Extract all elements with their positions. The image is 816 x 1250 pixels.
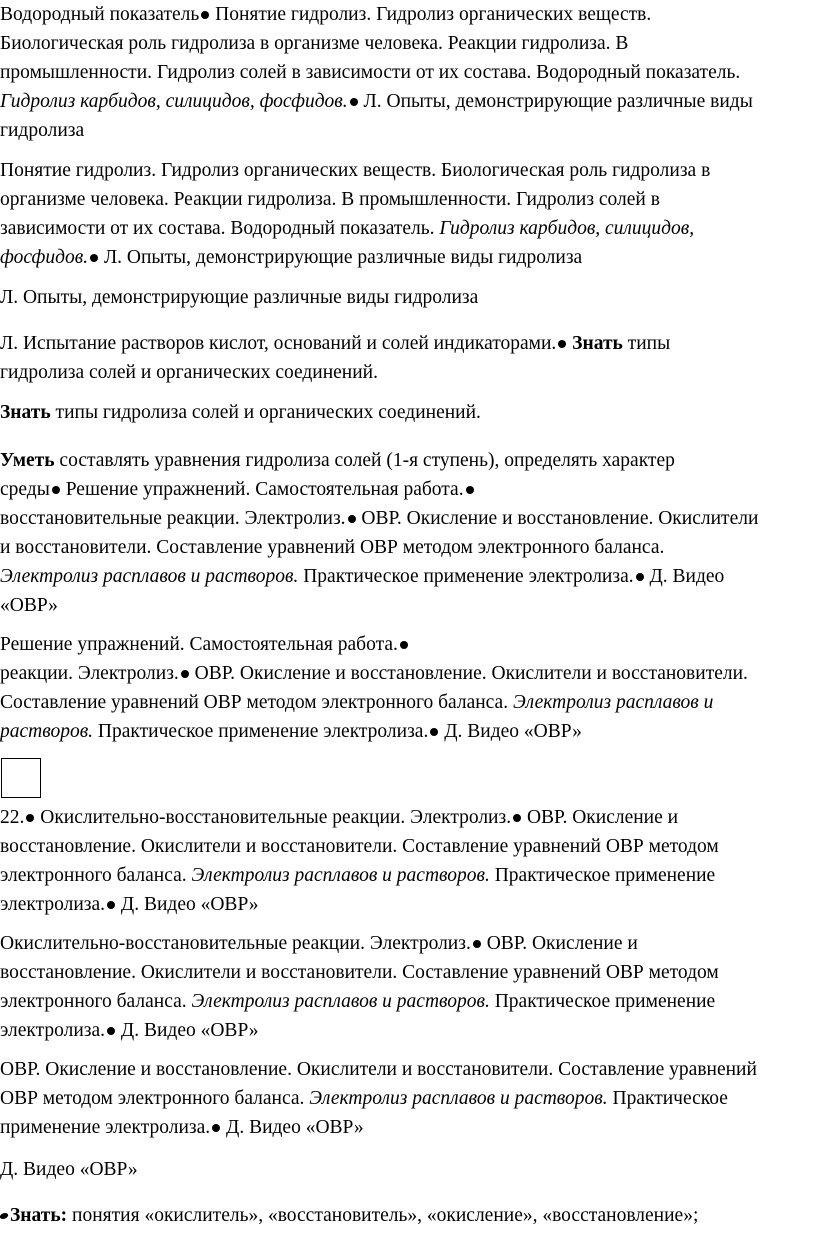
text: Практическое применение [489,865,716,886]
text: Практическое применение электролиза. [93,721,429,742]
text: зависимости от их состава. Водородный показатель. [0,218,440,239]
bullet-icon [350,98,358,106]
paragraph-2-line-1 [0,156,710,185]
paragraph-11-line-1 [0,1155,138,1184]
text: Д. Видео «ОВР» [116,1020,259,1041]
text: и восстановители. Составление уравнений ОВР методом электронного баланса. [0,537,665,558]
text: Практическое применение [489,991,716,1012]
text: ОВР. Окисление и восстановление. Окислители и восстановители. [189,663,748,684]
text: типы гидролиза солей и органических соединений. [50,402,481,423]
bold-text: Уметь [0,450,55,471]
text: электронного баланса. [0,991,192,1012]
paragraph-10-line-2 [0,1084,728,1113]
paragraph-10-line-3 [0,1113,364,1142]
paragraph-7-line-2 [0,659,748,688]
paragraph-4-line-1 [0,329,670,358]
text: ОВР. Окисление и восстановление. Окислители и восстановители. Составление уравнений [0,1059,757,1080]
paragraph-10-line-1 [0,1055,757,1084]
italic-text: растворов. [0,721,94,742]
text: составлять уравнения гидролиза солей (1-я ступень), определять характер [54,450,675,471]
bullet-icon [107,901,115,909]
bullet-icon [430,728,438,736]
italic-text: Гидролиз карбидов, силицидов, фосфидов. [0,91,348,112]
bullet-icon [52,486,60,494]
text: электролиза. [0,894,106,915]
paragraph-6-line-5 [0,562,724,591]
text: Д. Видео «ОВР» [221,1117,364,1138]
bullet-icon [558,340,566,348]
text: Л. Опыты, демонстрирующие различные виды [358,91,753,112]
text: Д. Видео «ОВР» [116,894,259,915]
bold-text: Знать [0,402,51,423]
text: Д. Видео «ОВР» [0,1159,138,1180]
text: ОВР. Окисление и [522,807,679,828]
text: ОВР. Окисление и [481,933,638,954]
bullet-icon [348,515,356,523]
bullet-icon [201,11,209,19]
paragraph-7-line-3 [0,688,713,717]
text: Решение упражнений. Самостоятельная работа. [0,634,398,655]
bullet-icon [90,254,98,262]
italic-text: Гидролиз карбидов, силицидов, [439,218,695,239]
text: Водородный показатель [0,4,200,25]
bullet-icon [466,486,474,494]
empty-image-frame [1,758,41,798]
paragraph-8-line-2 [0,832,719,861]
text: «ОВР» [0,595,58,616]
italic-text: Электролиз расплавов и растворов. [309,1088,608,1109]
paragraph-2-line-3 [0,214,694,243]
paragraph-9-line-4 [0,1016,259,1045]
text: Биологическая роль гидролиза в организме человека. Реакции гидролиза. В [0,33,629,54]
bullet-icon [473,940,481,948]
paragraph-8-line-3 [0,861,715,890]
text: Понятие гидролиз. Гидролиз органических веществ. Биологическая роль гидролиза в [0,160,711,181]
text: гидролиза солей и органических соединений. [0,362,378,383]
text: электролиза. [0,1020,106,1041]
text: Понятие гидролиз. Гидролиз органических веществ. [210,4,652,25]
paragraph-8-line-4 [0,890,259,919]
paragraph-6-line-3 [0,504,758,533]
italic-text: Электролиз расплавов и [512,692,714,713]
italic-text: Электролиз расплавов и растворов. [191,865,490,886]
paragraph-1-line-5 [0,116,84,145]
bold-text: Знать: [10,1205,68,1226]
paragraph-6-line-2 [0,475,475,504]
paragraph-9-line-1 [0,929,638,958]
bullet-icon [26,814,34,822]
text: промышленности. Гидролиз солей в зависимости от их состава. Водородный показатель. [0,62,741,83]
text: Л. Испытание растворов кислот, оснований и солей индикаторами. [0,333,557,354]
text: Практическое применение электролиза. [298,566,634,587]
text: понятия «окислитель», «восстановитель», «окисление», «восстановление»; [67,1205,699,1226]
text: ОВР. Окисление и восстановление. Окислители [356,508,759,529]
paragraph-1-line-1 [0,0,651,29]
bullet-icon [212,1124,220,1132]
bullet-icon [400,641,408,649]
text: организме человека. Реакции гидролиза. В промышленности. Гидролиз солей в [0,189,660,210]
text: Д. Видео [644,566,725,587]
text: среды [0,479,50,500]
paragraph-1-line-4 [0,87,753,116]
text: применение электролиза. [0,1117,211,1138]
paragraph-6-line-4 [0,533,664,562]
bullet-icon [513,814,521,822]
italic-text: Электролиз расплавов и растворов. [191,991,490,1012]
text: ОВР методом электронного баланса. [0,1088,310,1109]
text: гидролиза [0,120,85,141]
paragraph-9-line-3 [0,987,715,1016]
text: электронного баланса. [0,865,192,886]
paragraph-3-line-1 [0,283,478,312]
paragraph-4-line-2 [0,358,378,387]
paragraph-1-line-3 [0,58,740,87]
text: Окислительно-восстановительные реакции. Электролиз. [0,933,471,954]
bullet-icon [636,573,644,581]
paragraph-7-line-4 [0,717,582,746]
text: восстановление. Окислители и восстановители. Составление уравнений ОВР методом [0,962,719,983]
text: Составление уравнений ОВР методом электронного баланса. [0,692,513,713]
text: восстановление. Окислители и восстановители. Составление уравнений ОВР методом [0,836,719,857]
italic-text: Электролиз расплавов и растворов. [0,566,299,587]
text: Д. Видео «ОВР» [439,721,582,742]
italic-text: фосфидов. [0,247,89,268]
bold-text: Знать [567,333,623,354]
bullet-icon [107,1027,115,1035]
paragraph-9-line-2 [0,958,719,987]
bullet-icon [0,1213,9,1219]
paragraph-7-line-1 [0,630,409,659]
text: восстановительные реакции. Электролиз. [0,508,346,529]
paragraph-6-line-6 [0,591,58,620]
paragraph-6-line-1 [0,446,675,475]
paragraph-2-line-2 [0,185,660,214]
text: 22. [0,807,25,828]
text: типы [622,333,671,354]
paragraph-8-line-1 [0,803,678,832]
text: Практическое [607,1088,728,1109]
paragraph-1-line-2 [0,29,628,58]
text: Окислительно-восстановительные реакции. Электролиз. [35,807,512,828]
text: Л. Опыты, демонстрирующие различные виды гидролиза [0,287,479,308]
paragraph-2-line-4 [0,243,582,272]
text: Решение упражнений. Самостоятельная работа. [60,479,464,500]
text: Л. Опыты, демонстрирующие различные виды гидролиза [99,247,583,268]
paragraph-5-line-1 [0,398,481,427]
bullet-icon [181,670,189,678]
text: реакции. Электролиз. [0,663,179,684]
paragraph-12-line-1 [0,1201,698,1230]
